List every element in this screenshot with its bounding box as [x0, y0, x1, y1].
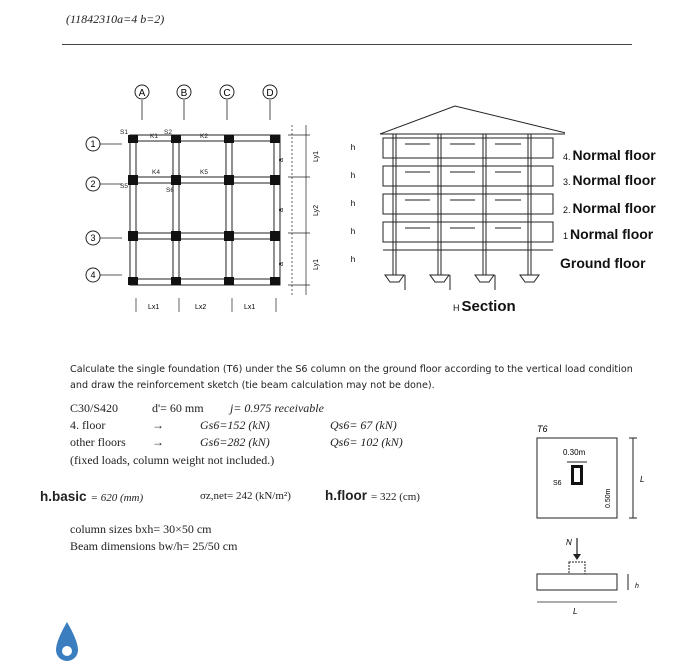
section-title: H Section: [453, 298, 516, 315]
col-label: S6: [553, 480, 562, 487]
section-h-label: h: [350, 199, 356, 208]
row1-q: Qs6= 67 (kN): [330, 418, 397, 432]
plan-row-label: 4: [90, 270, 96, 280]
l-right: L: [640, 475, 645, 484]
section-h-label: h: [350, 171, 356, 180]
row2-q: Qs6= 102 (kN): [330, 435, 403, 449]
floor-plan-drawing: [80, 80, 330, 325]
dim-ly: Ly1: [313, 150, 320, 162]
slab-label: K1: [150, 133, 158, 140]
dim-lx: Lx1: [244, 304, 256, 311]
dim-a: a: [278, 262, 285, 266]
slab-label: S6: [166, 187, 174, 194]
row1-arrow: →: [152, 418, 164, 432]
loads-note: (fixed loads, column weight not included.): [70, 453, 275, 467]
floor-label-3: 3. Normal floor: [563, 172, 656, 188]
section-h-label: h: [350, 227, 356, 236]
floor-label-ground: Ground floor: [560, 255, 646, 271]
floor-label-1: 1 Normal floor: [563, 226, 654, 242]
dim-ly: Ly2: [313, 204, 320, 216]
dim-side: 0.50m: [605, 488, 612, 508]
d-prime: d'= 60 mm: [152, 401, 204, 415]
task-description: Calculate the single foundation (T6) under the S6 column on the ground floor according to the vertical load condition and draw the reinforcement sketch (tie beam calculation may not be done).: [70, 364, 633, 391]
foundation-detail: [515, 420, 665, 620]
row2-label: other floors: [70, 435, 126, 449]
dim-a: a: [278, 208, 285, 212]
floor-label-4: 4. Normal floor: [563, 147, 656, 163]
dim-a: a: [278, 158, 285, 162]
row2-g: Gs6=282 (kN): [200, 435, 270, 449]
plan-row-label: 3: [90, 233, 96, 243]
section-h-label: h: [350, 143, 356, 152]
l-bottom: L: [573, 607, 578, 616]
n-label: N: [566, 538, 572, 547]
header-code: (11842310a=4 b=2): [66, 12, 165, 26]
header-rule: [62, 44, 632, 45]
water-drop-icon: [54, 620, 80, 664]
plan-col-label: D: [266, 88, 274, 99]
slab-label: K4: [152, 169, 160, 176]
slab-label: S1: [120, 129, 128, 136]
t6-label: T6: [537, 424, 548, 434]
beam-dimensions: Beam dimensions bw/h= 25/50 cm: [70, 539, 238, 553]
dim-lx: Lx1: [148, 304, 160, 311]
column-sizes: column sizes bxh= 30×50 cm: [70, 522, 212, 536]
materials: C30/S420: [70, 401, 119, 415]
floor-label-2: 2. Normal floor: [563, 200, 656, 216]
plan-col-label: B: [180, 88, 188, 99]
dim-lx: Lx2: [195, 304, 207, 311]
h-basic: h.basic = 620 (mm): [40, 489, 144, 504]
slab-label: S2: [164, 129, 172, 136]
sigma-value: σz,net= 242 (kN/m²): [200, 490, 291, 502]
section-drawing: [345, 100, 565, 300]
slab-label: K5: [200, 169, 208, 176]
dim-top: 0.30m: [563, 448, 586, 457]
dim-ly: Ly1: [313, 258, 320, 270]
slab-label: K2: [200, 133, 208, 140]
plan-col-label: A: [138, 88, 146, 99]
h-floor: h.floor = 322 (cm): [325, 488, 420, 503]
row1-label: 4. floor: [70, 418, 106, 432]
section-h-label: h: [350, 255, 356, 264]
plan-col-label: C: [223, 88, 231, 99]
h-detail: h: [635, 583, 639, 590]
row2-arrow: →: [152, 435, 164, 449]
j-value: j= 0.975 receivable: [230, 401, 324, 415]
slab-label: S5: [120, 183, 128, 190]
plan-row-label: 2: [90, 179, 96, 189]
row1-g: Gs6=152 (kN): [200, 418, 270, 432]
plan-row-label: 1: [90, 139, 96, 149]
